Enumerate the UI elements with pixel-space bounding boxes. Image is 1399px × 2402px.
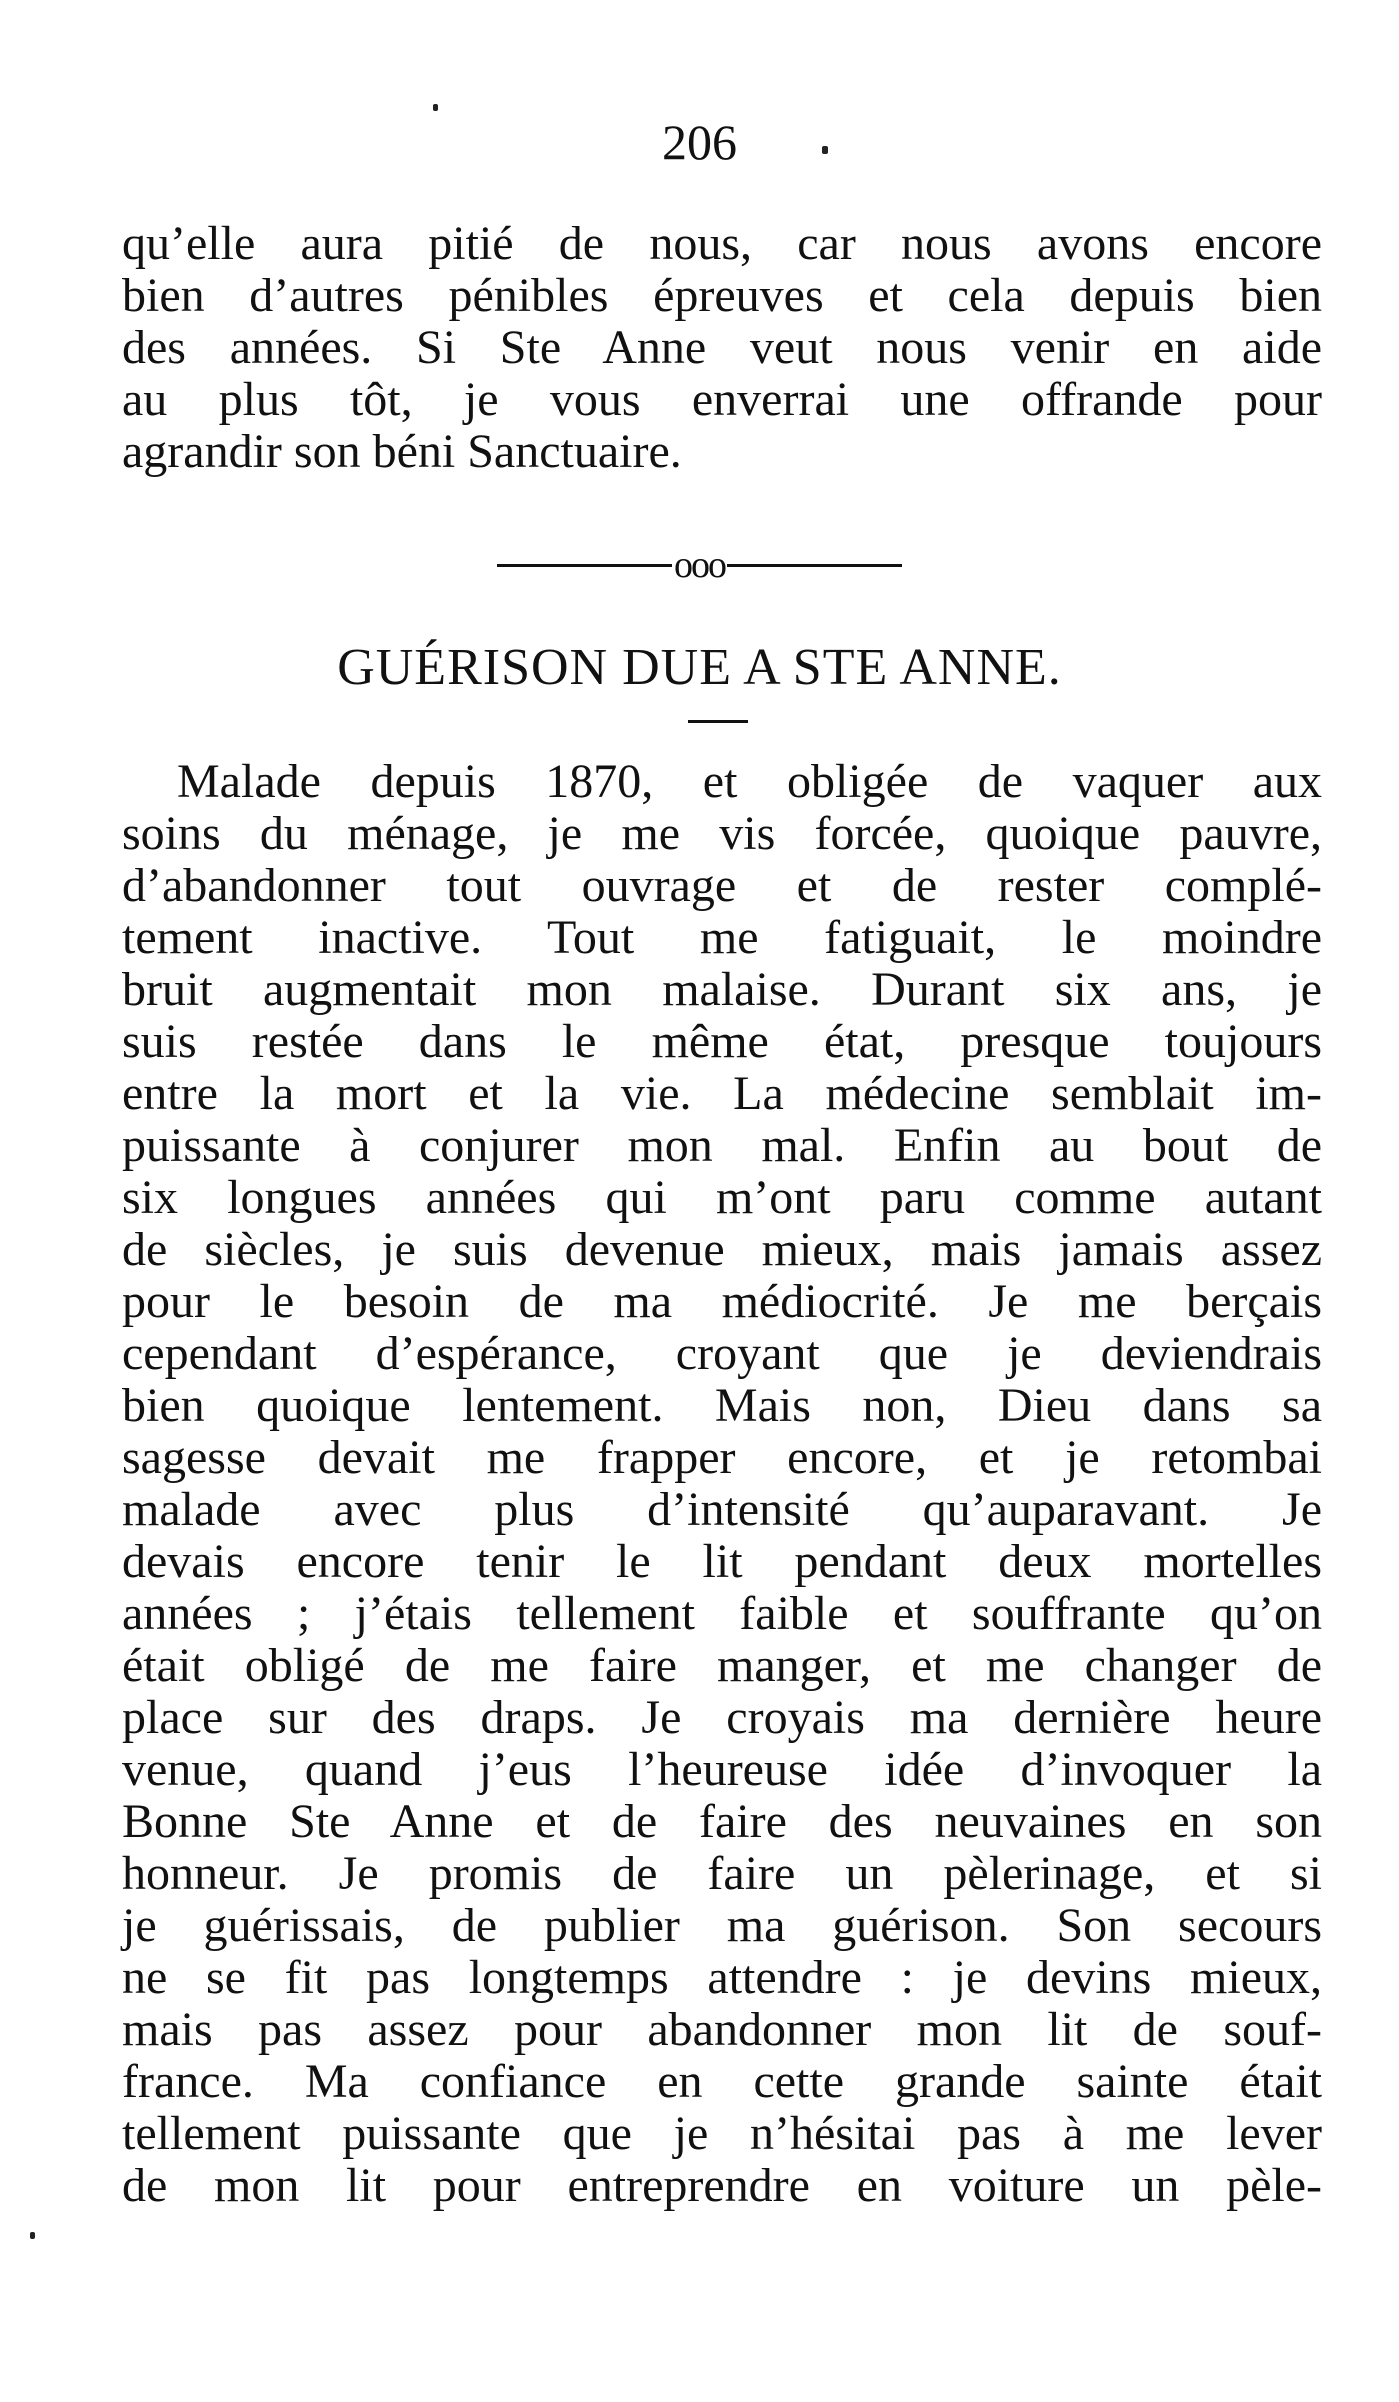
text-line: qu’elle aura pitié de nous, car nous avons encore [122,217,1322,270]
section-separator [0,545,1399,585]
text-line: cependant d’espérance, croyant que je deviendrais [122,1327,1322,1380]
section-heading: GUÉRISON DUE A STE ANNE. [337,639,1062,696]
text-line: années ; j’étais tellement faible et souffrante qu’on [122,1587,1322,1640]
text-line: était obligé de me faire manger, et me changer de [122,1639,1322,1692]
text-line: Malade depuis 1870, et obligée de vaquer aux [177,755,1322,808]
text-line: bien d’autres pénibles épreuves et cela depuis bien [122,269,1322,322]
text-line: entre la mort et la vie. La médecine semblait im- [122,1067,1322,1120]
text-line: soins du ménage, je me vis forcée, quoique pauvre, [122,807,1322,860]
text-line: pour le besoin de ma médiocrité. Je me berçais [122,1275,1322,1328]
separator-ornament: ooo [674,544,725,586]
text-line: malade avec plus d’intensité qu’auparavant. Je [122,1483,1322,1536]
ink-speck [433,104,438,111]
text-line: agrandir son béni Sanctuaire. [122,425,682,478]
text-line: tellement puissante que je n’hésitai pas à me lever [122,2107,1322,2160]
text-line: france. Ma confiance en cette grande sainte était [122,2055,1322,2108]
ink-speck [30,2232,35,2239]
text-line: de mon lit pour entreprendre en voiture un pèle- [122,2159,1322,2212]
text-line: devais encore tenir le lit pendant deux mortelles [122,1535,1322,1588]
text-line: honneur. Je promis de faire un pèlerinage, et si [122,1847,1322,1900]
text-line: bruit augmentait mon malaise. Durant six ans, je [122,963,1322,1016]
separator-rule [497,564,672,567]
body-paragraph [122,756,1322,2212]
text-line: au plus tôt, je vous enverrai une offrande pour [122,373,1322,426]
text-line: tement inactive. Tout me fatiguait, le moindre [122,911,1322,964]
page-number: 206 [662,114,737,170]
text-line: puissante à conjurer mon mal. Enfin au bout de [122,1119,1322,1172]
text-line: six longues années qui m’ont paru comme autant [122,1171,1322,1224]
text-line: place sur des draps. Je croyais ma dernière heure [122,1691,1322,1744]
text-line: mais pas assez pour abandonner mon lit de souf- [122,2003,1322,2056]
text-line: suis restée dans le même état, presque toujours [122,1015,1322,1068]
intro-paragraph [122,218,1322,478]
text-line: sagesse devait me frapper encore, et je retombai [122,1431,1322,1484]
text-line: Bonne Ste Anne et de faire des neuvaines en son [122,1795,1322,1848]
text-line: de siècles, je suis devenue mieux, mais jamais assez [122,1223,1322,1276]
heading-underline [688,720,748,723]
text-line: venue, quand j’eus l’heureuse idée d’invoquer la [122,1743,1322,1796]
text-line: bien quoique lentement. Mais non, Dieu dans sa [122,1379,1322,1432]
text-line: je guérissais, de publier ma guérison. Son secours [122,1899,1322,1952]
text-line: d’abandonner tout ouvrage et de rester complé- [122,859,1322,912]
separator-rule [727,564,902,567]
text-line: des années. Si Ste Anne veut nous venir en aide [122,321,1322,374]
text-line: ne se fit pas longtemps attendre : je devins mieux, [122,1951,1322,2004]
